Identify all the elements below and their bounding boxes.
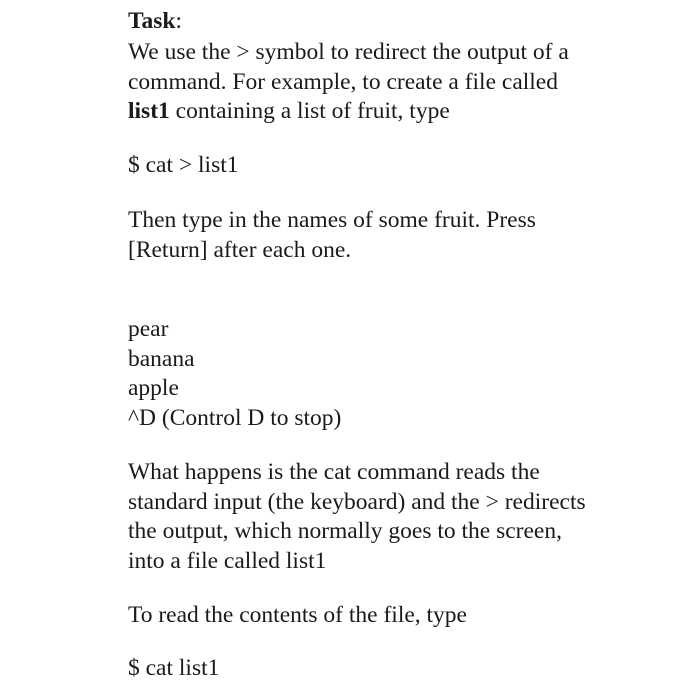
intro-line-2: command. For example, to create a file called (128, 68, 558, 95)
intro-line-3 (128, 97, 619, 127)
task-heading-line (128, 7, 619, 37)
list-item: ^D (Control D to stop) (128, 404, 342, 431)
task-heading-colon: : (175, 8, 183, 34)
command-read-file: $ cat list1 (128, 655, 220, 681)
list-item: apple (128, 375, 179, 401)
intro-paragraph (128, 38, 619, 127)
explanation-line-2: standard input (the keyboard) and the > redirects (128, 488, 586, 515)
instruction-line-2: [Return] after each one. (128, 236, 352, 263)
fruit-list (128, 315, 619, 433)
list-item: banana (128, 345, 195, 372)
command-create-file: $ cat > list1 (128, 152, 239, 178)
explanation-line-3: the output, which normally goes to the screen, (128, 518, 562, 544)
explanation-paragraph (128, 458, 619, 576)
intro-line-1: We use the > symbol to redirect the output of a (128, 39, 569, 65)
task-heading: Task (128, 8, 176, 34)
filename-bold: list1 (128, 98, 170, 124)
instruction-line-1: Then type in the names of some fruit. Press (128, 207, 536, 233)
list-item: pear (128, 316, 169, 342)
explanation-line-4: into a file called list1 (128, 547, 327, 574)
intro-line-3-rest: containing a list of fruit, type (169, 98, 450, 124)
explanation-line-1: What happens is the cat command reads the (128, 459, 540, 485)
read-instruction: To read the contents of the file, type (128, 602, 467, 628)
instruction-paragraph (128, 206, 619, 265)
